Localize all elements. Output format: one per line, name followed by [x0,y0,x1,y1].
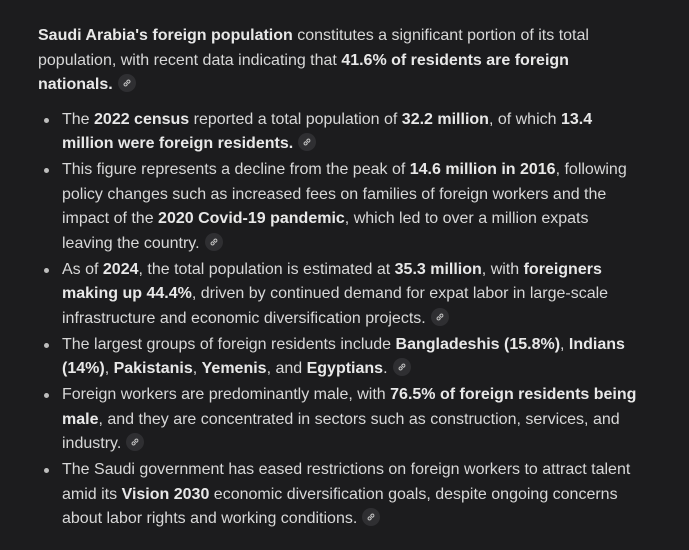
citation-link[interactable] [393,358,411,376]
text: , and [266,360,307,377]
link-icon [302,137,312,147]
bold-text: foreigners making up 44.4% [62,260,602,302]
bold-text: Indians (14%) [62,335,625,377]
list-item [38,258,638,332]
text: This figure represents a decline from the peak of [62,161,410,178]
intro-text: constitutes a significant portion of its total population, with recent data indicating that [38,27,589,69]
answer-content [38,24,638,533]
bold-text: 35.3 million [394,260,482,278]
bullet-dot [44,393,49,398]
text: , driven by continued demand for expat labor in large-scale infrastructure and economic diversification projects. [62,285,609,327]
intro-bold-subject: Saudi Arabia's foreign population [38,27,293,44]
citation-link[interactable] [126,433,144,451]
bullet-dot [44,118,49,123]
text: , [192,360,202,377]
bold-text: 2022 census [94,110,190,128]
text: , [104,360,114,377]
bold-text: 14.6 million in 2016 [409,161,556,178]
text: , which led to over a million expats leaving the country. [62,210,589,252]
citation-link[interactable] [298,133,316,151]
link-icon [366,512,376,522]
bold-text: 2020 Covid-19 pandemic [158,210,345,227]
text: , and they are concentrated in sectors such as construction, services, and industry. [62,410,620,452]
bold-text: Pakistanis [113,360,193,377]
bullet-dot [44,268,49,273]
text: , of which [488,110,561,128]
bold-text: Bangladeshis (15.8%) [395,335,561,353]
list-item [38,158,638,256]
list-item [38,333,638,382]
text: reported a total population of [189,110,402,128]
citation-link[interactable] [431,308,449,326]
link-icon [209,237,219,247]
bold-text: 32.2 million [401,110,489,128]
bullet-dot [44,468,49,473]
list-item [38,458,638,532]
bold-text: 2024 [102,260,139,278]
link-icon [397,362,407,372]
text: The [62,110,95,128]
bullet-dot [44,343,49,348]
bullet-dot [44,168,49,173]
text: Foreign workers are predominantly male, with [62,386,391,403]
text: The largest groups of foreign residents include [62,335,396,353]
bullet-list [38,108,638,532]
text: The Saudi government has eased restrictions on foreign workers to attract talent amid its [62,461,631,503]
text: , the total population is estimated at [138,260,395,278]
bold-text: Yemenis [201,360,267,377]
text: As of [62,260,103,278]
text: , following policy changes such as increased fees on families of foreign workers and the impact of the [62,161,627,227]
link-icon [122,78,132,88]
text: economic diversification goals, despite ongoing concerns about labor rights and working conditions. [62,485,618,527]
text: , [560,335,569,353]
citation-link[interactable] [205,233,223,251]
list-item [38,383,638,457]
link-icon [435,312,445,322]
text: , with [481,260,524,278]
bold-text: Egyptians [306,360,384,377]
intro-bold-stat: 41.6% of residents are foreign nationals. [38,51,569,93]
list-item [38,108,638,157]
citation-link[interactable] [118,74,136,92]
text: . [383,360,388,377]
citation-link[interactable] [362,508,380,526]
bold-text: Vision 2030 [121,485,210,503]
link-icon [130,437,140,447]
bold-text: 13.4 million were foreign residents. [62,110,593,152]
bold-text: 76.5% of foreign residents being male [62,386,637,428]
intro-paragraph [38,24,638,98]
